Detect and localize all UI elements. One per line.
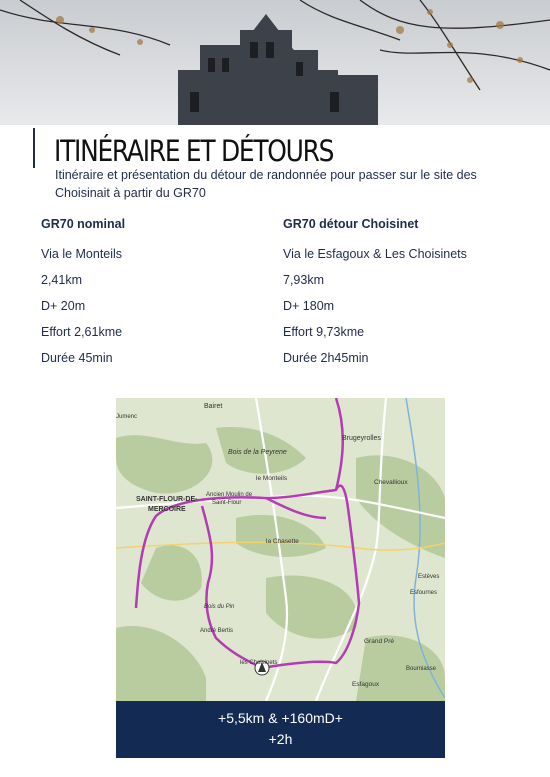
banner-line-2: +2h — [268, 731, 293, 747]
route-via: Via le Esfagoux & Les Choisinets — [283, 247, 467, 261]
map-label-jumenc: Jumenc — [116, 414, 138, 420]
route-heading: GR70 détour Choisinet — [283, 217, 419, 231]
map-label-bruges: Brugeyrolles — [342, 435, 381, 442]
route-detour — [283, 217, 523, 376]
route-elevation: D+ 20m — [41, 299, 86, 313]
page-title: ITINÉRAIRE ET DÉTOURS — [54, 134, 334, 168]
route-duration: Durée 2h45min — [283, 351, 369, 365]
map-label-andre: André Bertis — [200, 628, 234, 634]
title-accent-bar — [33, 128, 35, 168]
map-label-grand-pre: Grand Pré — [364, 638, 394, 645]
map-label-monteils: le Monteils — [256, 475, 288, 482]
map-label-saint-flour2: Saint-Flour — [212, 500, 242, 506]
route-effort: Effort 2,61kme — [41, 325, 123, 339]
page-subtitle: Itinéraire et présentation du détour de randonnée pour passer sur le site des Choisinait à partir du GR70 — [55, 168, 477, 200]
hero-photo — [0, 0, 550, 125]
map-label-mercoire: MERCOIRE — [148, 506, 186, 513]
map-label-chasette: la Chasette — [266, 538, 299, 545]
map-label-ancien: Ancien Moulin de — [206, 492, 253, 498]
map-label-bairet: Bairet — [204, 403, 223, 410]
route-via: Via le Monteils — [41, 247, 123, 261]
map-label-les-choisinets: les Choisinets — [240, 660, 278, 666]
route-map — [116, 398, 445, 701]
route-duration: Durée 45min — [41, 351, 113, 365]
route-elevation: D+ 180m — [283, 299, 335, 313]
banner-line-1: +5,5km & +160mD+ — [218, 710, 343, 726]
detour-summary-banner — [116, 701, 445, 758]
route-distance: 7,93km — [283, 273, 324, 287]
map-label-estevenes: Estèves — [418, 574, 440, 580]
route-nominal — [41, 217, 281, 376]
map-label-esfournes: Esfournes — [410, 590, 438, 596]
map-label-bourniasse: Bourniasse — [406, 666, 437, 672]
map-label-esfagoux: Esfagoux — [352, 681, 380, 688]
route-effort: Effort 9,73kme — [283, 325, 365, 339]
map-label-bois-pin: Bois du Pin — [204, 604, 235, 610]
map-label-saint-flour: SAINT-FLOUR-DE- — [136, 496, 198, 503]
route-heading: GR70 nominal — [41, 217, 126, 231]
route-distance: 2,41km — [41, 273, 82, 287]
map-label-chevallioux: Chevallioux — [374, 479, 408, 486]
map-label-bois: Bois de la Peyrene — [228, 449, 287, 456]
